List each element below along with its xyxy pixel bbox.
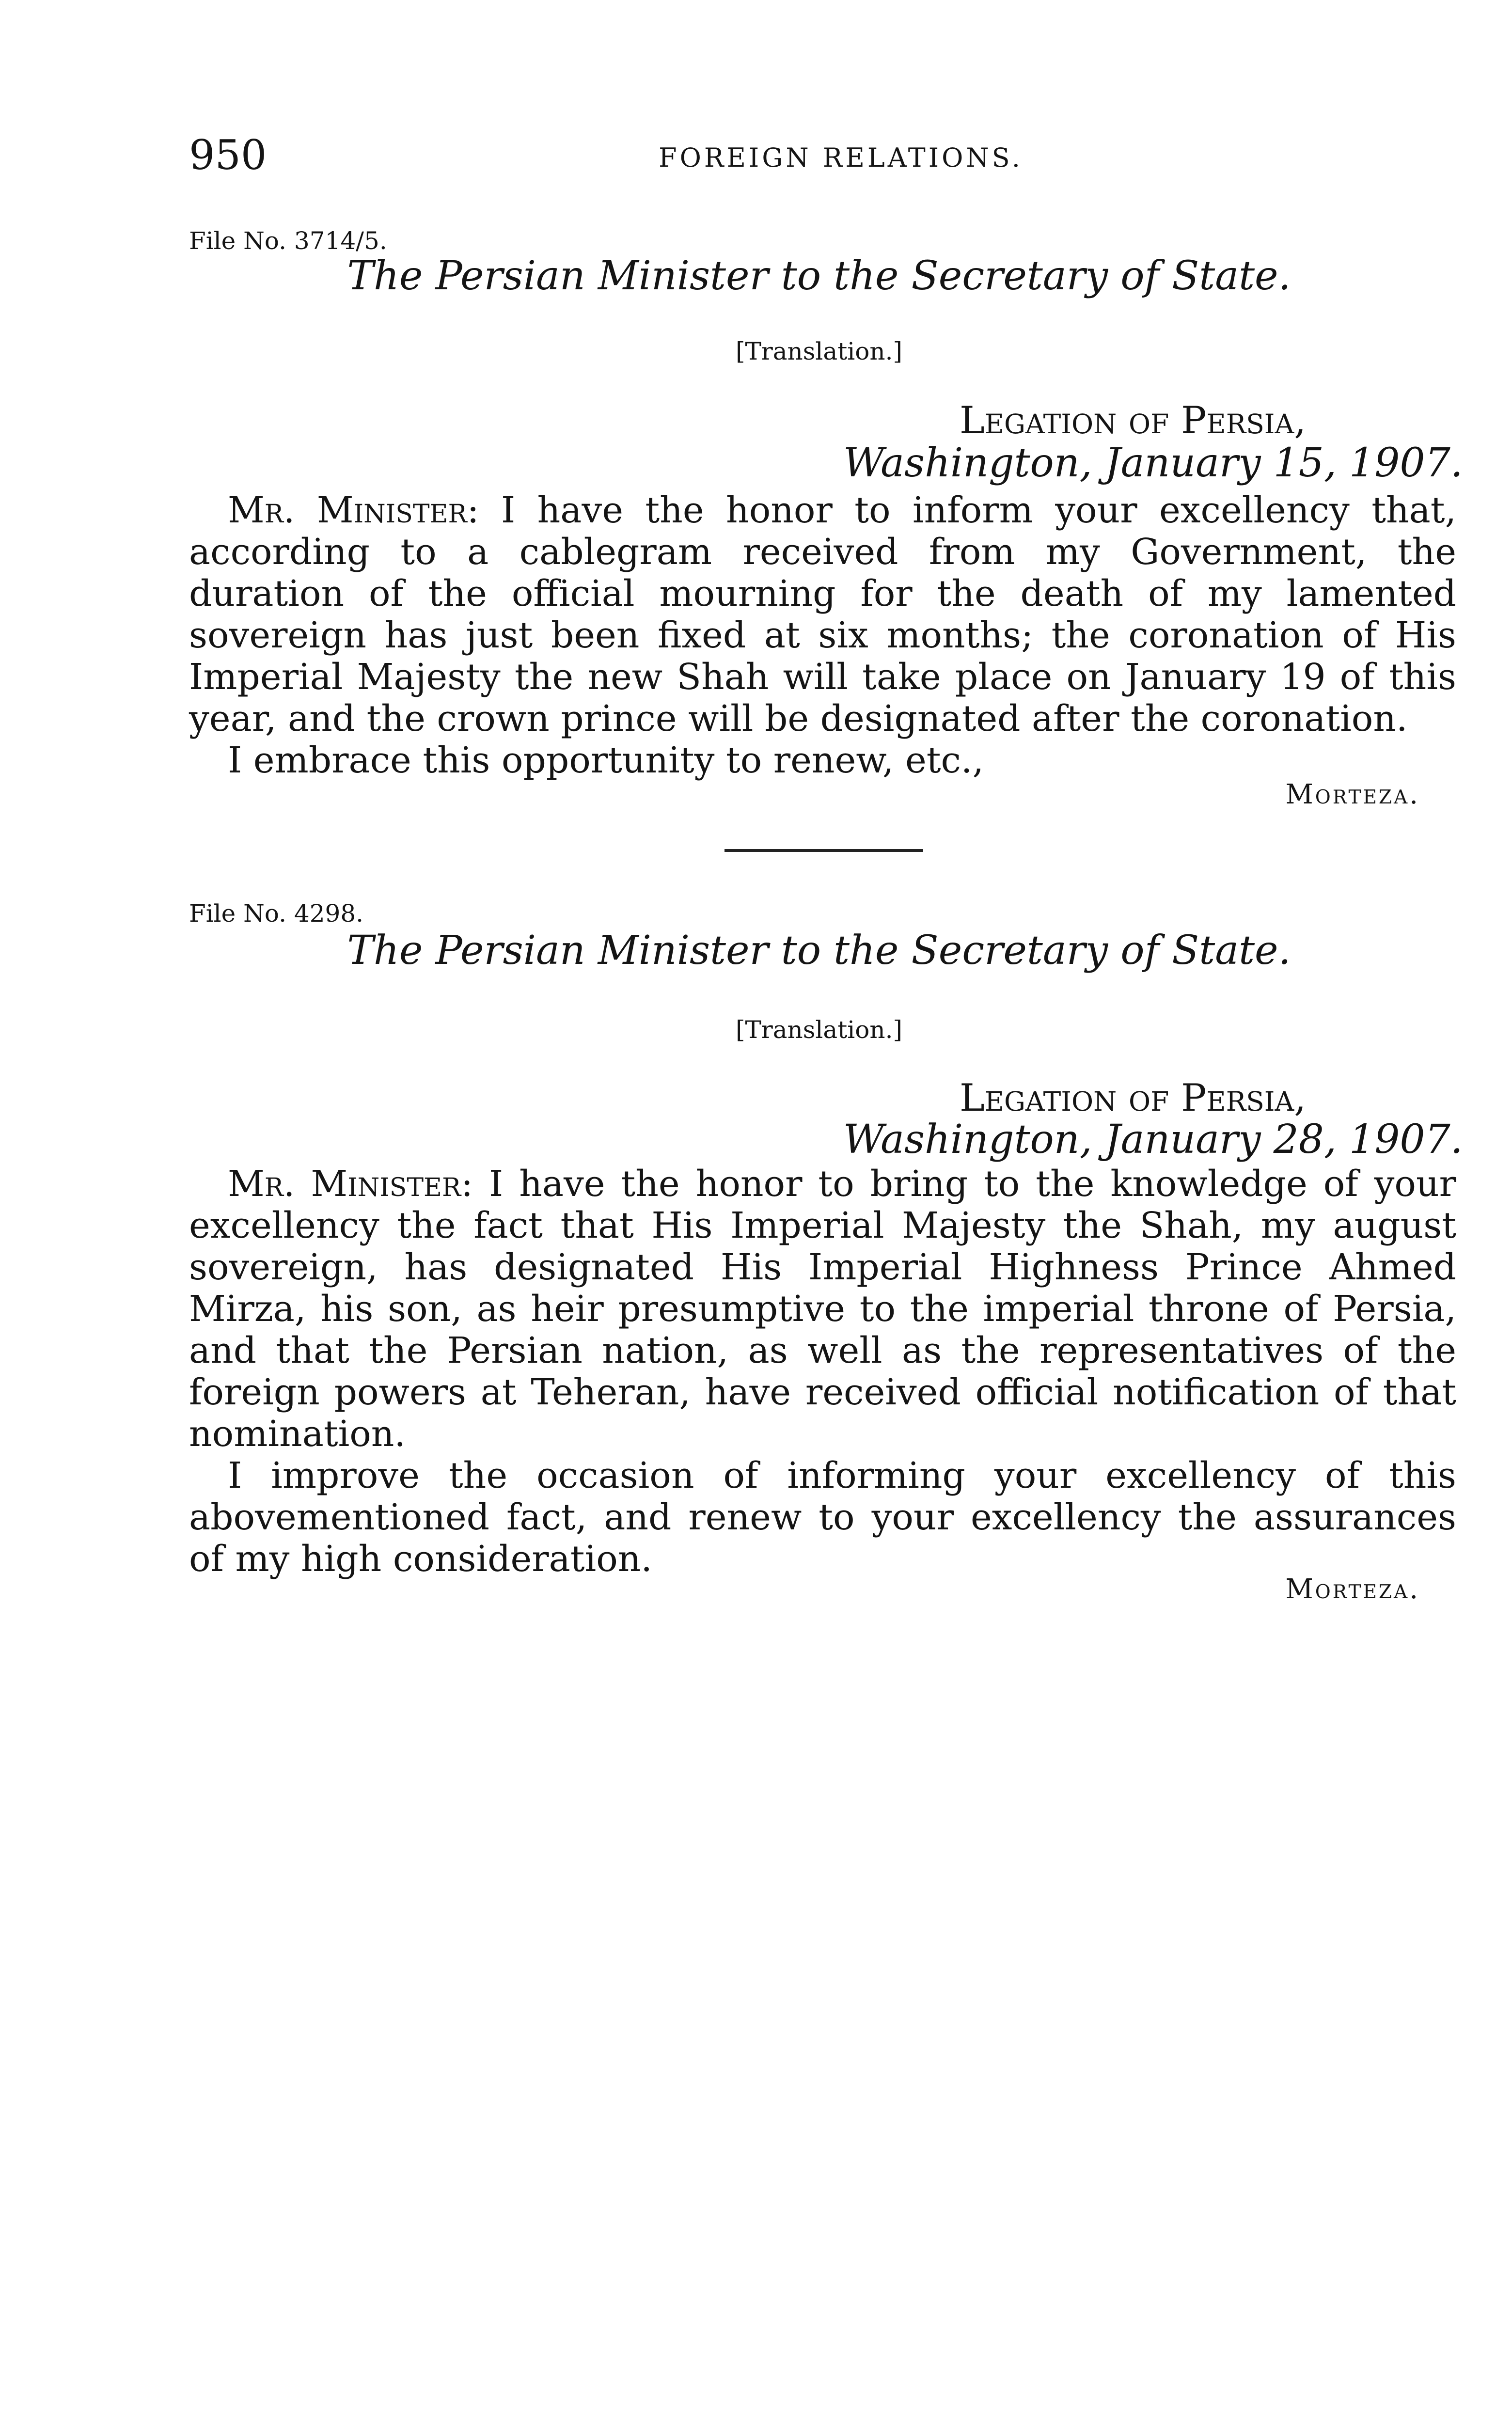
legation-line: Legation of Persia, bbox=[960, 1076, 1307, 1120]
translation-note: [Translation.] bbox=[735, 337, 903, 365]
running-head bbox=[189, 131, 1493, 184]
translation-note: [Translation.] bbox=[735, 1016, 903, 1044]
letter-body bbox=[189, 1163, 1456, 1580]
letter-body bbox=[189, 489, 1456, 781]
signature: Morteza. bbox=[1285, 779, 1420, 810]
paragraph: I improve the occasion of informing your excellency of this abovementioned fact, and renew to your excellency the assurances of my high consideration. bbox=[189, 1455, 1456, 1580]
paragraph bbox=[189, 489, 1456, 739]
dateline: Washington, January 28, 1907. bbox=[843, 1117, 1463, 1163]
paragraph-text: : I have the honor to bring to the knowledge of your excellency the fact that His Imperial Majesty the Shah, my august sovereign, has designated His Imperial Highness Prince Ahmed Mirza, his son, as heir presumptive to the imperial throne of Persia, and that the Persian nation, as well as the representatives of the foreign powers at Teheran, have received official notification of that nomination. bbox=[189, 1163, 1456, 1455]
page-number: 950 bbox=[189, 131, 267, 179]
running-title: FOREIGN RELATIONS. bbox=[659, 142, 1023, 173]
file-number: File No. 4298. bbox=[189, 899, 364, 928]
salutation: Mr. Minister bbox=[228, 1163, 461, 1205]
signature: Morteza. bbox=[1285, 1573, 1420, 1605]
section-divider bbox=[724, 849, 923, 852]
letter-heading: The Persian Minister to the Secretary of State. bbox=[347, 253, 1291, 299]
paragraph bbox=[189, 1163, 1456, 1455]
letter-heading: The Persian Minister to the Secretary of State. bbox=[347, 928, 1291, 974]
salutation: Mr. Minister bbox=[228, 489, 467, 531]
legation-line: Legation of Persia, bbox=[960, 399, 1307, 442]
paragraph-text: : I have the honor to inform your excellency that, according to a cablegram received from my Government, the duration of the official mourning for the death of my lamented sovereign has just been fixed at six months; the coronation of His Imperial Majesty the new Shah will take place on January 19 of this year, and the crown prince will be designated after the coronation. bbox=[189, 489, 1456, 739]
dateline: Washington, January 15, 1907. bbox=[843, 440, 1463, 486]
paragraph: I embrace this opportunity to renew, etc., bbox=[228, 739, 984, 781]
file-number: File No. 3714/5. bbox=[189, 227, 387, 255]
